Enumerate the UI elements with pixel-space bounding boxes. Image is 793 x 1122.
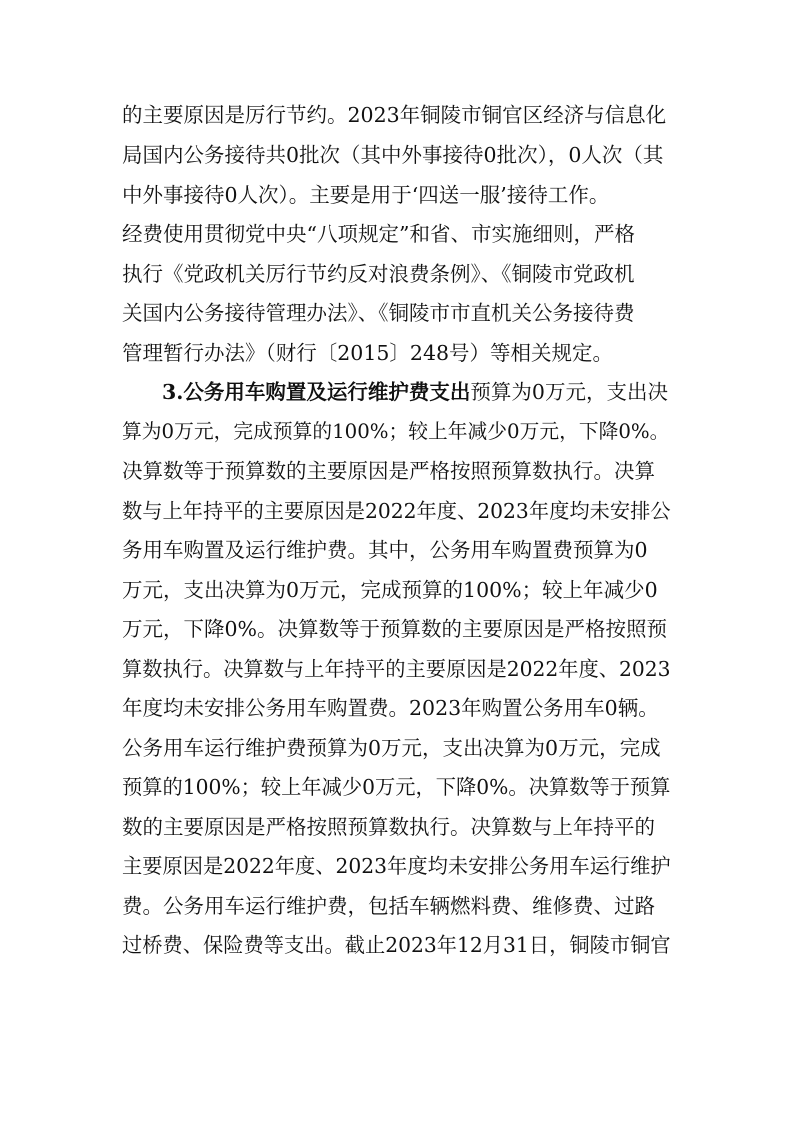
paragraph-line: 经费使用贯彻党中央“八项规定”和省、市实施细则，严格 <box>122 222 635 246</box>
paragraph-line: 万元，支出决算为0万元，完成预算的100%；较上年减少0 <box>122 578 658 602</box>
paragraph-line: 执行《党政机关厉行节约反对浪费条例》、《铜陵市党政机 <box>122 262 635 286</box>
paragraph-line: 算数执行。决算数与上年持平的主要原因是2022年度、2023 <box>122 657 671 681</box>
paragraph-line: 万元，下降0%。决算数等于预算数的主要原因是严格按照预 <box>122 617 668 641</box>
paragraph-line: 数与上年持平的主要原因是2022年度、2023年度均未安排公 <box>122 499 671 523</box>
paragraph-line: 年度均未安排公务用车购置费。2023年购置公务用车0辆。 <box>122 696 659 720</box>
paragraph-line: 数的主要原因是严格按照预算数执行。决算数与上年持平的 <box>122 815 655 839</box>
paragraph-line: 中外事接待0人次）。主要是用于‘四送一服’接待工作。 <box>122 183 610 207</box>
paragraph-line: 务用车购置及运行维护费。其中，公务用车购置费预算为0 <box>122 538 648 562</box>
paragraph-line: 算为0万元，完成预算的100%；较上年减少0万元，下降0%。 <box>122 420 670 443</box>
section-heading: 3.公务用车购置及运行维护费支出 <box>162 380 471 404</box>
paragraph-line: 过桥费、保险费等支出。截止2023年12月31日，铜陵市铜官 <box>122 933 671 957</box>
paragraph-line: 主要原因是2022年度、2023年度均未安排公务用车运行维护 <box>122 854 671 878</box>
paragraph-line: 费。公务用车运行维护费，包括车辆燃料费、维修费、过路 <box>122 894 655 918</box>
paragraph-line: 关国内公务接待管理办法》、《铜陵市市直机关公务接待费 <box>122 301 635 325</box>
section-first-line <box>162 374 674 410</box>
paragraph-line: 公务用车运行维护费预算为0万元，支出决算为0万元，完成 <box>122 736 661 760</box>
paragraph-line: 决算数等于预算数的主要原因是严格按照预算数执行。决算 <box>122 459 655 483</box>
paragraph-line: 局国内公务接待共0批次（其中外事接待0批次），0人次（其 <box>122 143 664 167</box>
paragraph-line: 的主要原因是厉行节约。2023年铜陵市铜官区经济与信息化 <box>122 103 667 127</box>
paragraph-line: 管理暂行办法》（财行〔2015〕248号）等相关规定。 <box>122 341 614 365</box>
section-first-line-text: 预算为0万元，支出决 <box>470 380 668 404</box>
paragraph-line: 预算的100%；较上年减少0万元，下降0%。决算数等于预算 <box>122 775 671 799</box>
